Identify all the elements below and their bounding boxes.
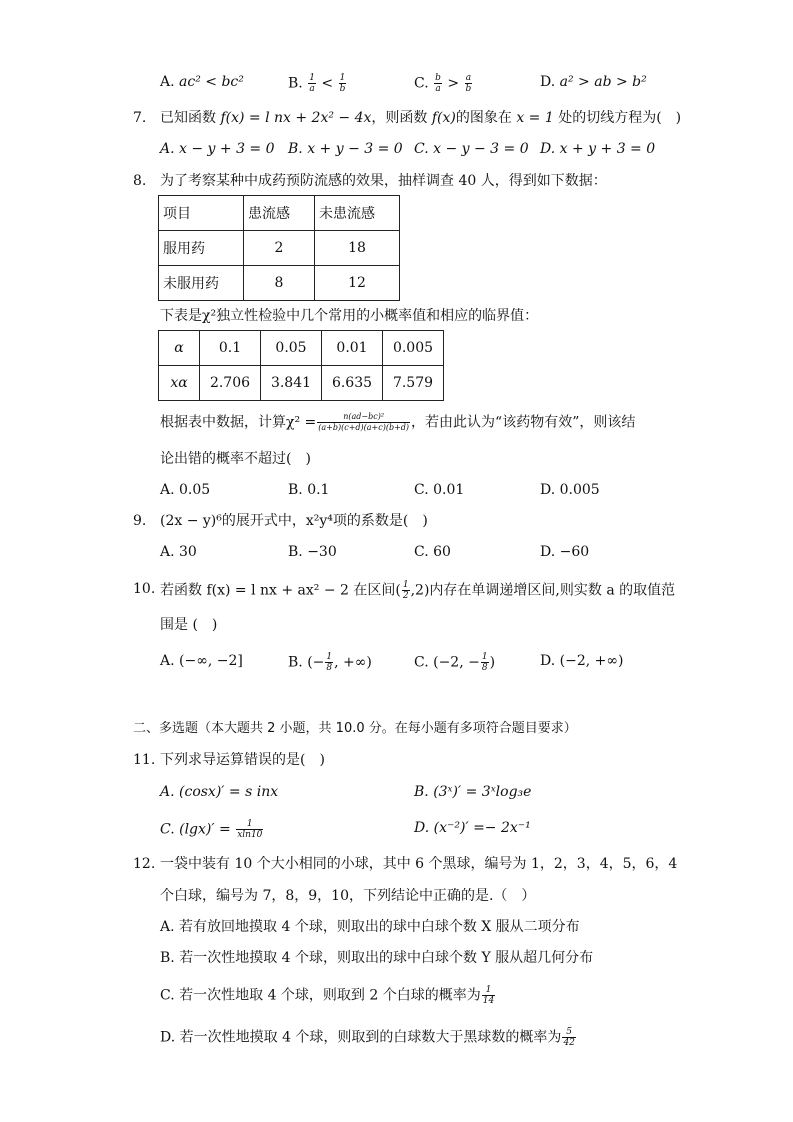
q12-option-b[interactable]: B. 若一次性地摸取 4 个球，则取出的球中白球个数 Y 服从超几何分布 <box>160 950 594 966</box>
table-header: 患流感 <box>244 196 315 231</box>
frac-den: a <box>309 84 315 94</box>
q8-stem-end: 论出错的概率不超过( ) <box>160 451 311 467</box>
frac-num: 1 <box>236 819 263 830</box>
table-cell: 0.05 <box>261 331 322 366</box>
q7-option-d[interactable]: D. x + y + 3 = 0 <box>540 141 656 157</box>
frac-num: a <box>465 73 472 83</box>
q10-option-d[interactable]: D. (−2, +∞) <box>540 653 624 669</box>
q9-option-c[interactable]: C. 60 <box>414 544 451 560</box>
q11-option-d[interactable]: D. (x⁻²)′ =− 2x⁻¹ <box>414 820 531 836</box>
q10-text-pre: 若函数 f(x) = l nx + ax² − 2 在区间( <box>160 582 401 599</box>
q12-stem: 一袋中装有 10 个大小相同的小球，其中 6 个黑球，编号为 1，2，3，4，5，6，4 <box>160 856 678 872</box>
q12-option-c[interactable] <box>160 985 496 1006</box>
frac-den: a <box>435 84 441 94</box>
q8-option-b[interactable]: B. 0.1 <box>288 482 330 498</box>
q7-option-b[interactable]: B. x + y − 3 = 0 <box>288 141 403 157</box>
frac-den: 8 <box>326 663 333 673</box>
q7-text-mid2: 的图象在 <box>455 110 517 126</box>
q8-formula-post: ，若由此认为“该药物有效”，则该结 <box>411 414 636 431</box>
q8-formula-pre: 根据表中数据，计算χ² = <box>160 414 317 431</box>
q12-option-d[interactable] <box>160 1027 577 1048</box>
q11-option-a[interactable]: A. (cosx)′ = s inx <box>160 784 279 800</box>
frac-num: 1 <box>402 580 409 590</box>
q7-text-mid: ，则函数 <box>371 110 432 126</box>
q10-option-b-pre: B. (− <box>288 654 325 671</box>
table-cell: 6.635 <box>322 366 383 401</box>
q6-option-d-text: a² > ab > b² <box>559 74 647 90</box>
frac-den: xln10 <box>237 830 263 840</box>
q12-option-a[interactable]: A. 若有放回地摸取 4 个球，则取出的球中白球个数 X 服从二项分布 <box>160 919 580 935</box>
q7-function-ref: f(x) <box>431 110 456 126</box>
q6-option-b-letter: B. <box>288 75 303 92</box>
q11-option-b[interactable]: B. (3ˣ)′ = 3ˣlog₃e <box>414 784 532 800</box>
q11-stem: 下列求导运算错误的是( ) <box>160 752 325 768</box>
q7-text-post: 处的切线方程为( ) <box>553 110 682 126</box>
frac-num: 1 <box>482 985 495 996</box>
q10-stem <box>160 580 675 601</box>
q8-stem-2: 下表是χ²独立性检验中几个常用的小概率值和相应的临界值： <box>160 308 539 324</box>
q6-option-a-letter: A. <box>160 74 175 90</box>
q9-option-a[interactable]: A. 30 <box>160 544 197 560</box>
table-header: 项目 <box>159 196 244 231</box>
table-cell: 服用药 <box>159 231 244 266</box>
q8-critical-table <box>158 330 444 401</box>
q6-option-b[interactable]: B. $\frac{1}{a}$ < $\frac{1}{b}$ <box>288 73 346 94</box>
table-cell: 0.005 <box>383 331 444 366</box>
q12-stem-2: 个白球，编号为 7，8，9，10，下列结论中正确的是.（ ） <box>160 888 536 904</box>
q8-option-c[interactable]: C. 0.01 <box>414 482 465 498</box>
frac-num: 1 <box>481 652 488 662</box>
q6-option-a[interactable] <box>160 73 244 91</box>
q8-formula-line <box>160 412 635 433</box>
q7-function: f(x) = l nx + 2x² − 4x <box>220 110 372 126</box>
q6-option-d[interactable] <box>540 73 647 91</box>
q10-option-b-post: , +∞) <box>334 654 372 671</box>
q7-option-c[interactable]: C. x − y − 3 = 0 <box>414 141 529 157</box>
section-title: 二、多选题（本大题共 2 小题，共 10.0 分。在每小题有多项符合题目要求） <box>133 721 577 736</box>
frac-den: 14 <box>482 996 495 1006</box>
q6-option-c[interactable]: C. $\frac{b}{a}$ > $\frac{a}{b}$ <box>414 73 472 94</box>
table-header: 未患流感 <box>315 196 400 231</box>
q11-number: 11. <box>133 752 156 768</box>
q10-option-c[interactable] <box>414 652 495 673</box>
q8-data-table <box>158 195 400 301</box>
table-cell: 2.706 <box>200 366 261 401</box>
q9-option-d[interactable]: D. −60 <box>540 544 590 560</box>
table-cell: 12 <box>315 266 400 301</box>
table-header: α <box>159 331 200 366</box>
q7-stem <box>160 109 681 127</box>
frac-den: b <box>465 84 472 94</box>
q7-number: 7. <box>133 110 147 126</box>
frac-den: 8 <box>481 663 488 673</box>
q10-number: 10. <box>133 581 156 597</box>
frac-den: 2 <box>402 591 409 601</box>
frac-num: b <box>435 73 441 83</box>
table-cell: 0.1 <box>200 331 261 366</box>
q11-option-c[interactable] <box>160 819 264 840</box>
table-cell: 8 <box>244 266 315 301</box>
q8-option-d[interactable]: D. 0.005 <box>540 482 600 498</box>
table-row <box>159 266 400 301</box>
q8-stem: 为了考察某种中成药预防流感的效果，抽样调查 40 人，得到如下数据： <box>160 173 607 189</box>
table-cell: 18 <box>315 231 400 266</box>
frac-num: 5 <box>562 1027 575 1038</box>
table-row <box>159 196 400 231</box>
q7-x-value: x = 1 <box>516 110 554 126</box>
table-cell: 0.01 <box>322 331 383 366</box>
q9-stem: (2x − y)⁶的展开式中，x²y⁴项的系数是( ) <box>160 513 428 529</box>
q12-option-c-text: C. 若一次性地取 4 个球，则取到 2 个白球的概率为 <box>160 987 481 1004</box>
q10-option-c-pre: C. (−2, − <box>414 654 480 671</box>
frac-num: 1 <box>326 652 333 662</box>
table-row <box>159 231 400 266</box>
table-header: xα <box>159 366 200 401</box>
q8-formula-num: n(ad−bc)² <box>317 412 410 423</box>
frac-den: 42 <box>563 1038 575 1048</box>
table-cell: 2 <box>244 231 315 266</box>
q10-text-post: ,2)内存在单调递增区间,则实数 a 的取值范 <box>410 582 676 599</box>
frac-den: b <box>339 84 346 94</box>
table-cell: 3.841 <box>261 366 322 401</box>
q6-option-c-letter: C. <box>414 75 429 92</box>
q7-option-a[interactable]: A. x − y + 3 = 0 <box>160 141 275 157</box>
q10-option-a[interactable]: A. (−∞, −2] <box>160 653 243 669</box>
q12-number: 12. <box>133 856 156 872</box>
q10-stem-end: 围是 ( ) <box>160 617 218 633</box>
table-cell: 未服用药 <box>159 266 244 301</box>
table-cell: 7.579 <box>383 366 444 401</box>
table-row <box>159 331 444 366</box>
q12-option-d-text: D. 若一次性地摸取 4 个球，则取到的白球数大于黑球数的概率为 <box>160 1029 562 1046</box>
q8-option-a[interactable]: A. 0.05 <box>160 482 211 498</box>
table-row <box>159 366 444 401</box>
q8-number: 8. <box>133 173 147 189</box>
q11-option-c-pre: C. (lgx)′ = <box>160 821 231 838</box>
q10-option-c-post: ) <box>489 654 496 671</box>
q7-text-pre: 已知函数 <box>160 110 221 126</box>
q6-option-a-text: ac² < bc² <box>179 74 244 90</box>
frac-num: 1 <box>309 73 315 83</box>
frac-num: 1 <box>339 73 346 83</box>
q8-formula-den: (a+b)(c+d)(a+c)(b+d) <box>318 423 410 432</box>
q9-number: 9. <box>133 513 147 529</box>
q9-option-b[interactable]: B. −30 <box>288 544 337 560</box>
q10-option-b[interactable] <box>288 652 372 673</box>
q6-option-d-letter: D. <box>540 74 556 90</box>
